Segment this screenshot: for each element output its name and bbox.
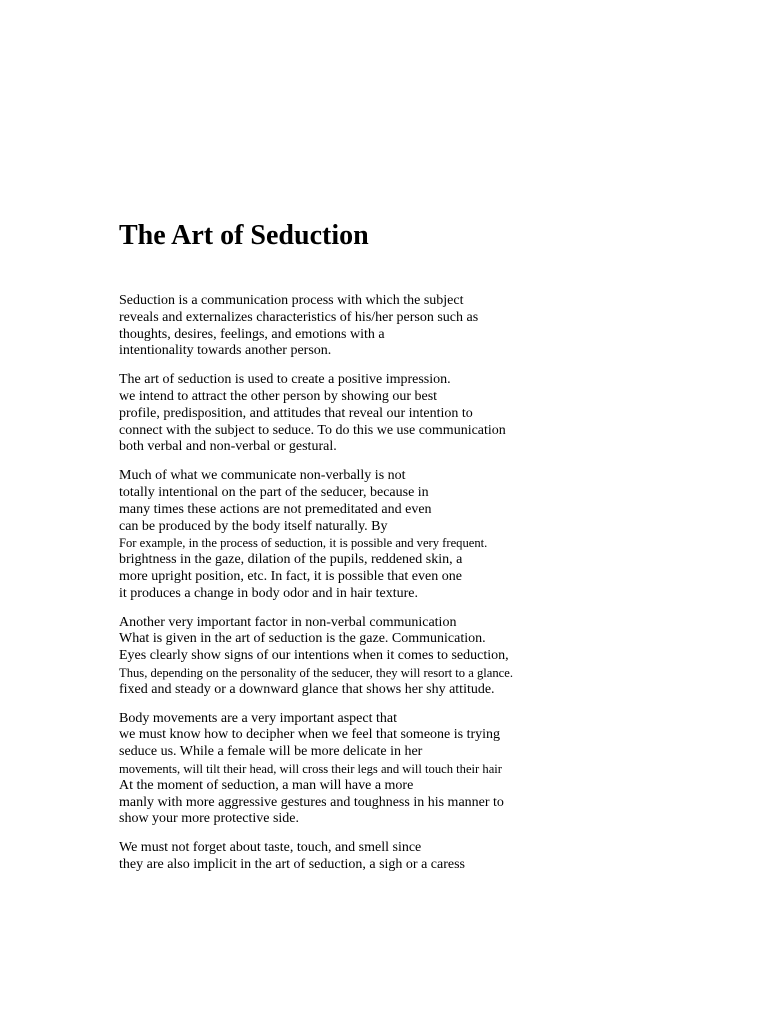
text-line: many times these actions are not premeditated and even	[119, 501, 432, 517]
text-line: Much of what we communicate non-verbally is not	[119, 468, 406, 484]
paragraph-gaze	[119, 615, 719, 699]
text-line: What is given in the art of seduction is the gaze. Communication.	[119, 631, 486, 647]
text-line: Thus, depending on the personality of the seducer, they will resort to a glance.	[119, 665, 513, 680]
text-line: seduce us. While a female will be more delicate in her	[119, 744, 423, 760]
text-line: Seduction is a communication process with which the subject	[119, 293, 464, 308]
text-line: Body movements are a very important aspect that	[119, 710, 397, 726]
text-line: We must not forget about taste, touch, and smell since	[119, 840, 422, 856]
document-body	[119, 293, 719, 886]
text-line: For example, in the process of seduction, it is possible and very frequent.	[119, 536, 488, 551]
text-line: we intend to attract the other person by showing our best	[119, 388, 438, 404]
paragraph-senses	[119, 840, 719, 874]
text-line: Eyes clearly show signs of our intentions when it comes to seduction,	[119, 648, 509, 664]
text-line: it produces a change in body odor and in hair texture.	[119, 585, 418, 601]
text-line: totally intentional on the part of the seducer, because in	[119, 484, 429, 500]
text-line: At the moment of seduction, a man will have a more	[119, 777, 414, 793]
text-line: they are also implicit in the art of seduction, a sigh or a caress	[119, 856, 466, 872]
text-line: reveals and externalizes characteristics of his/her person such as	[119, 309, 479, 325]
text-line: we must know how to decipher when we feel that someone is trying	[119, 727, 501, 743]
text-line: can be produced by the body itself naturally. By	[119, 518, 388, 534]
paragraph-non-verbal	[119, 468, 719, 602]
paragraph-body-movements	[119, 711, 719, 829]
text-line: connect with the subject to seduce. To do this we use communication	[119, 422, 506, 438]
text-line: thoughts, desires, feelings, and emotions with a	[119, 326, 385, 342]
text-line: fixed and steady or a downward glance that shows her shy attitude.	[119, 681, 495, 697]
text-line: manly with more aggressive gestures and toughness in his manner to	[119, 794, 504, 810]
paragraph-positive-impression	[119, 372, 719, 456]
text-line: show your more protective side.	[119, 811, 300, 827]
paragraph-definition	[119, 293, 719, 360]
text-line: both verbal and non-verbal or gestural.	[119, 439, 337, 455]
text-line: brightness in the gaze, dilation of the pupils, reddened skin, a	[119, 552, 463, 568]
text-line: intentionality towards another person.	[119, 343, 332, 359]
text-line: movements, will tilt their head, will cross their legs and will touch their hair	[119, 761, 502, 776]
document-title: The Art of Seduction	[119, 220, 369, 251]
text-line: The art of seduction is used to create a positive impression.	[119, 372, 451, 388]
text-line: more upright position, etc. In fact, it is possible that even one	[119, 568, 462, 584]
text-line: profile, predisposition, and attitudes that reveal our intention to	[119, 405, 473, 421]
text-line: Another very important factor in non-verbal communication	[119, 614, 457, 630]
